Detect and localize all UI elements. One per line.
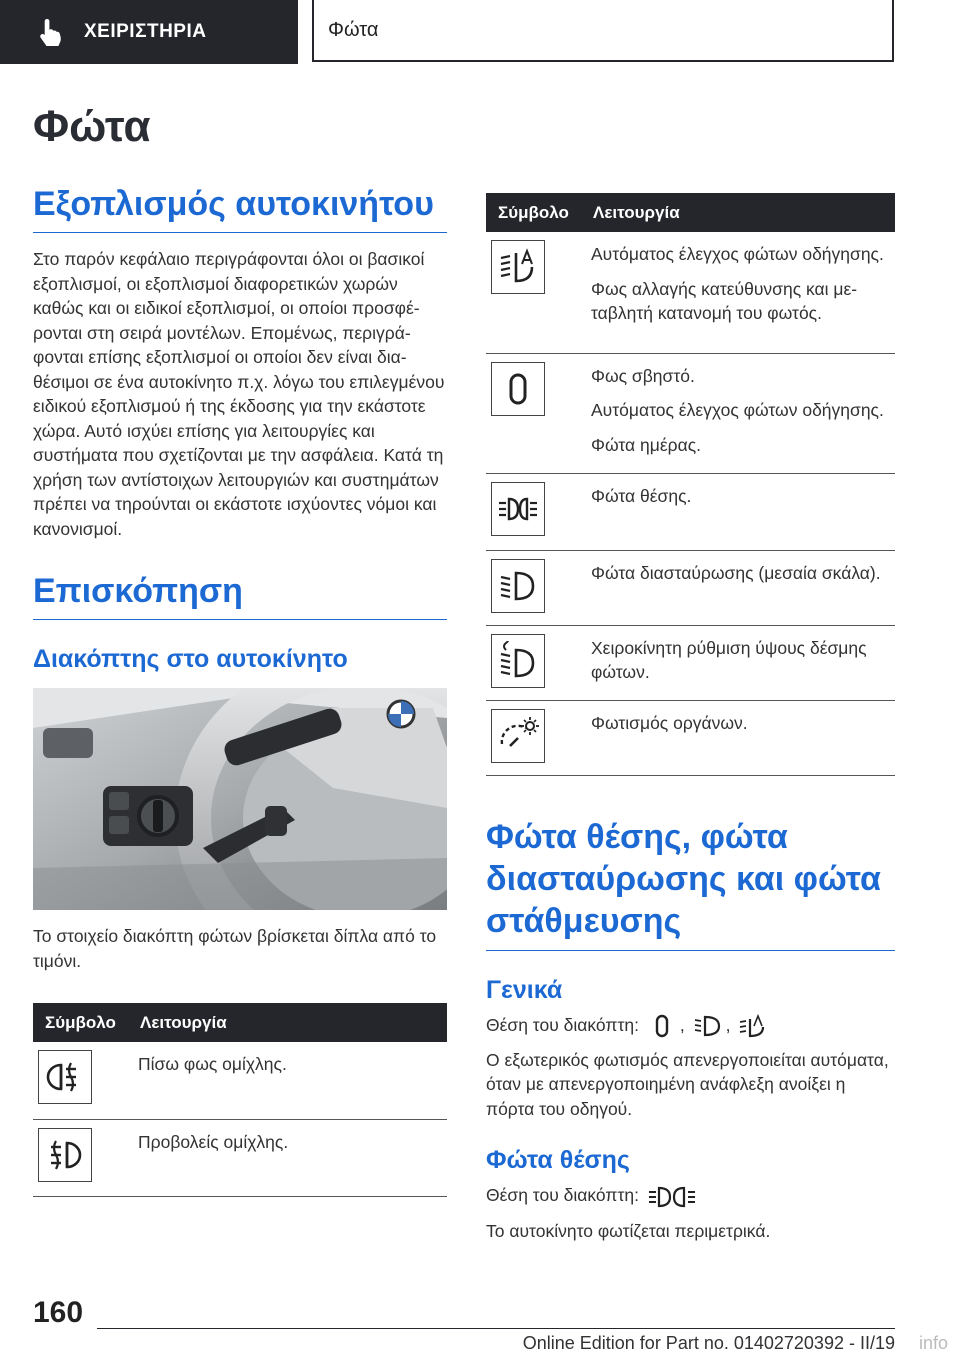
table-row — [486, 473, 895, 550]
section-tab — [0, 0, 298, 64]
low-beam-icon — [694, 1014, 722, 1038]
table-row — [486, 353, 895, 473]
light-switch-photo — [33, 688, 447, 910]
watermark: info — [918, 1333, 948, 1353]
col-header-function: Λειτουργία — [132, 1003, 447, 1042]
headlight-range-icon — [496, 641, 540, 681]
parking-heading: Φώτα θέσης — [486, 1146, 630, 1175]
lights-heading: Φώτα θέσης, φώτα διασταύρωσης και φώτα στάθμευσης — [486, 816, 895, 951]
symbol-table-left — [33, 1003, 447, 1197]
parking-light-icon — [496, 489, 540, 529]
parking-light-icon — [648, 1185, 698, 1209]
page-title: Φώτα — [33, 102, 151, 151]
general-heading: Γενικά — [486, 975, 563, 1004]
col-header-symbol: Σύμβολο — [486, 193, 585, 232]
row-text: Φωτισμός οργάνων. — [585, 700, 895, 775]
symbol-table-right — [486, 193, 895, 776]
edition-text: Online Edition for Part no. 01402720392 - II/19 — [522, 1333, 895, 1353]
row-text: Αυτόματος έλεγχος φώτων οδήγησης. Φως αλλαγής κατεύθυνσης και μεταβλητή κατανομή του φωτός. — [585, 232, 895, 353]
col-header-symbol: Σύμβολο — [33, 1003, 132, 1042]
equipment-body: Στο παρόν κεφάλαιο περιγράφονται όλοι οι βασικοί εξοπλισμοί, οι εξοπλισμοί διαφορετικών χωρών καθώς και οι ειδικοί εξοπλισμοί, οι οποίοι προσφέρονται στη σειρά μοντέλων. Επομένως, περιγράφονται επίσης εξοπλισμοί οι οποίοι δεν είναι διαθέσιμοι σε ένα αυτοκίνητο π.χ. λόγω του επιλεγμένου ειδικού εξοπλισμού ή της έκδοσης για την εκάστοτε χώρα. Αυτό ισχύει επίσης για λειτουργίες και συστήματα που σχετίζονται με την ασφάλεια. Κατά τη χρήση των αντίστοιχων λειτουργιών και συστημάτων πρέπει να τηρούνται οι εκάστοτε ισχύοντες νόμοι και κανονισμοί. — [33, 249, 445, 539]
table-row — [486, 700, 895, 775]
footer-divider — [97, 1328, 895, 1329]
page-number: 160 — [33, 1296, 84, 1329]
table-row — [33, 1042, 447, 1119]
low-beam-icon — [496, 566, 540, 606]
row-text: Χειροκίνητη ρύθμιση ύψους δέσμης φώτων. — [585, 625, 895, 700]
row-text: Πίσω φως ομίχλης. — [132, 1042, 447, 1119]
row-text: Φώτα διασταύρωσης (μεσαία σκάλα). — [585, 550, 895, 625]
light-off-icon — [648, 1014, 676, 1038]
general-switch-line: Θέση του διακόπτη: , , — [486, 1013, 895, 1038]
instrument-lighting-icon — [496, 716, 540, 756]
general-body: Ο εξωτερικός φωτισμός απενεργοποιείται αυτόματα, όταν με απενεργοποιημένη ανάφλεξη ανοίξει η πόρτα του οδηγού. — [486, 1049, 889, 1119]
auto-light-icon — [739, 1014, 767, 1038]
parking-body: Το αυτοκίνητο φωτίζεται περιμετρικά. — [486, 1220, 771, 1241]
front-fog-light-icon — [43, 1135, 87, 1175]
auto-light-icon — [496, 247, 540, 287]
table-row — [486, 625, 895, 700]
col-header-function: Λειτουργία — [585, 193, 895, 232]
parking-switch-line: Θέση του διακόπτη: — [486, 1183, 895, 1208]
table-row — [33, 1119, 447, 1196]
left-column — [33, 100, 447, 1197]
section-label: ΧΕΙΡΙΣΤΗΡΙΑ — [84, 21, 207, 42]
row-text: Φώτα θέσης. — [585, 473, 895, 550]
overview-caption: Το στοιχείο διακόπτη φώτων βρίσκεται δίπλα από το τιμόνι. — [33, 926, 437, 971]
hand-pointer-icon — [38, 17, 64, 47]
row-text: Προβολείς ομίχλης. — [132, 1119, 447, 1196]
chapter-tab — [312, 0, 894, 62]
table-row — [486, 232, 895, 353]
row-text: Φως σβηστό. Αυτόματος έλεγχος φώτων οδήγησης. Φώτα ημέρας. — [585, 353, 895, 473]
equipment-heading: Εξοπλισμός αυτοκινήτου — [33, 184, 447, 233]
overview-heading: Επισκόπηση — [33, 571, 447, 620]
overview-subheading: Διακόπτης στο αυτοκίνητο — [33, 645, 348, 673]
table-row — [486, 550, 895, 625]
right-column — [486, 193, 895, 1243]
chapter-label: Φώτα — [328, 18, 379, 41]
light-off-icon — [496, 369, 540, 409]
rear-fog-light-icon — [43, 1057, 87, 1097]
